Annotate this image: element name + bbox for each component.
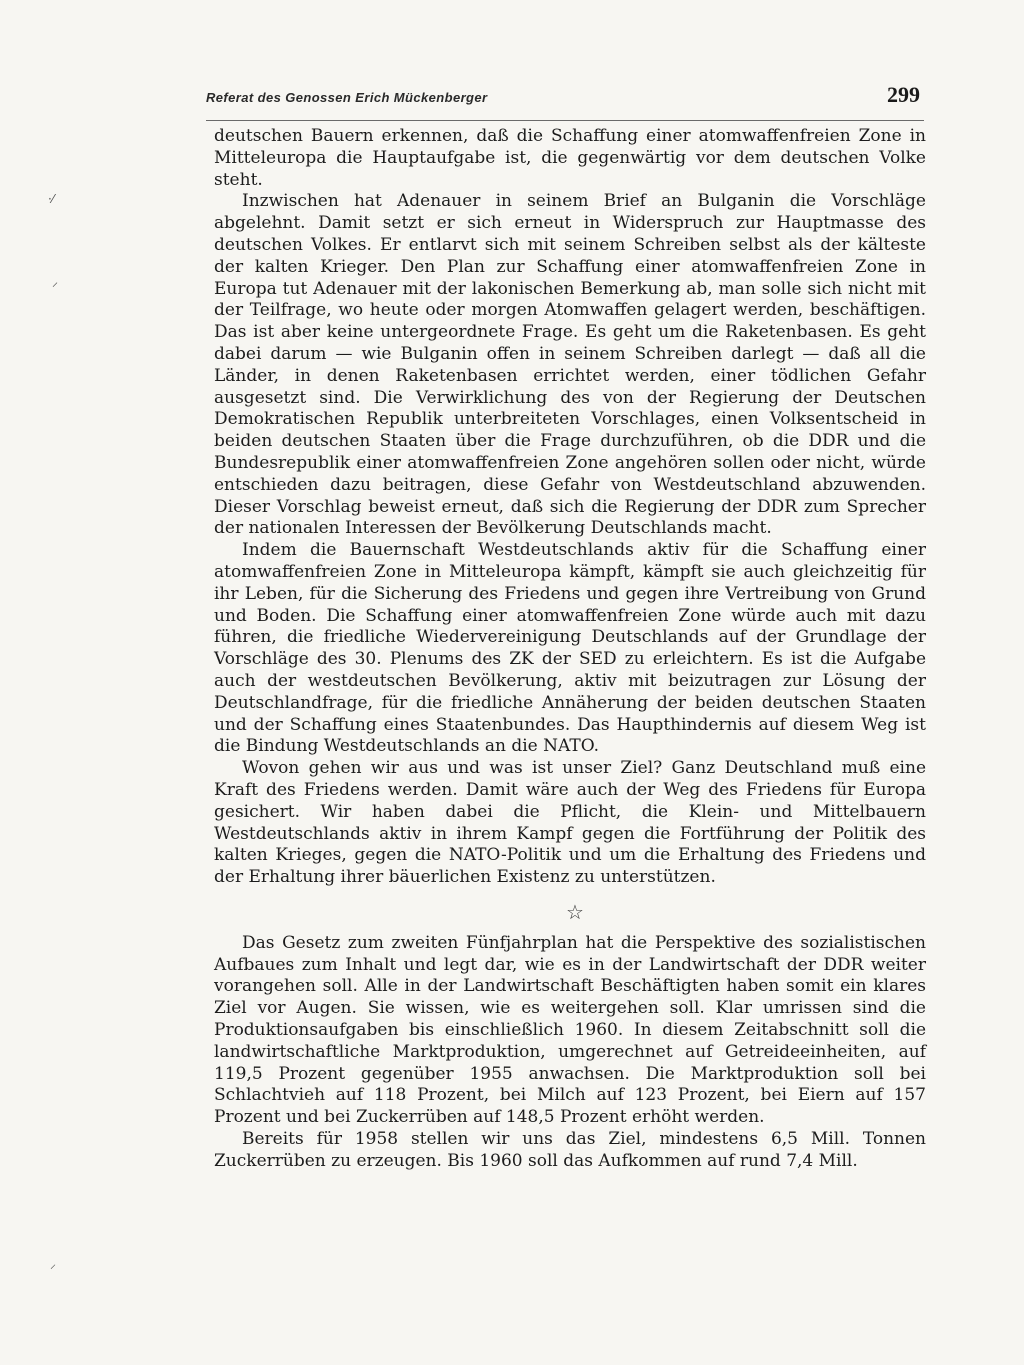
- paragraph: Das Gesetz zum zweiten Fünfjahrplan hat die Perspektive des sozialistischen Aufbaues zum Inhalt und legt dar, wie es in der Landwirtschaft der DDR weiter vorangehen soll. Alle in der Landwirtschaft Beschäftigten haben somit ein klares Ziel vor Augen. Sie wissen, wie es weitergehen soll. Klar umrissen sind die Produktionsaufgaben bis einschließlich 1960. In diesem Zeitabschnitt soll die landwirtschaftliche Marktproduktion, umgerechnet auf Getreideeinheiten, auf 119,5 Prozent gegenüber 1955 anwachsen. Die Marktproduktion soll bei Schlachtvieh auf 118 Prozent, bei Milch auf 123 Prozent, bei Eiern auf 157 Prozent und bei Zuckerrüben auf 148,5 Prozent erhöht werden.: [214, 932, 926, 1128]
- paragraph: Indem die Bauernschaft Westdeutschlands aktiv für die Schaffung einer atomwaffenfreien Zone in Mitteleuropa kämpft, kämpft sie auch gleichzeitig für ihr Leben, für die Sicherung des Friedens und gegen ihre Vertreibung von Grund und Boden. Die Schaffung einer atomwaffenfreien Zone würde auch mit dazu führen, die friedliche Wiedervereinigung Deutschlands auf der Grundlage der Vorschläge des 30. Plenums des ZK der SED zu erleichtern. Es ist die Aufgabe auch der westdeutschen Bevölkerung, aktiv mit beizutragen zur Lösung der Deutschlandfrage, für die friedliche Annäherung der beiden deutschen Staaten und der Schaffung eines Staatenbundes. Das Haupthindernis auf diesem Weg ist die Bindung Westdeutschlands an die NATO.: [214, 540, 926, 757]
- paragraph: Inzwischen hat Adenauer in seinem Brief an Bulganin die Vorschläge abgelehnt. Damit setzt er sich erneut in Widerspruch zur Hauptmasse des deutschen Volkes. Er entlarvt sich mit seinem Schreiben selbst als der kälteste der kalten Krieger. Den Plan zur Schaffung einer atomwaffenfreien Zone in Europa tut Adenauer mit der lakonischen Bemerkung ab, man solle sich nicht mit der Teilfrage, wo heute oder morgen Atomwaffen gelagert werden, beschäftigen. Das ist aber keine untergeordnete Frage. Es geht um die Raketenbasen. Es geht dabei darum — wie Bulganin offen in seinem Schreiben darlegt — daß all die Länder, in denen Raketenbasen errichtet werden, einer tödlichen Gefahr ausgesetzt sind. Die Verwirklichung des von der Regierung der Deutschen Demokratischen Republik unterbreiteten Vorschlages, einen Volksentscheid in beiden deutschen Staaten über die Frage durchzuführen, ob die DDR und die Bundesrepublik einer atomwaffenfreien Zone angehören sollen oder nicht, würde entschieden dazu beitragen, diese Gefahr von Westdeutschland abzuwenden. Dieser Vorschlag beweist erneut, daß sich die Regierung der DDR zum Sprecher der nationalen Interessen der Bevölkerung Deutschlands macht.: [214, 191, 926, 539]
- paragraph: Wovon gehen wir aus und was ist unser Ziel? Ganz Deutschland muß eine Kraft des Friedens werden. Damit wäre auch der Weg des Friedens für Europa gesichert. Wir haben dabei die Pflicht, die Klein- und Mittelbauern Westdeutschlands aktiv in ihrem Kampf gegen die Fortführung der Politik des kalten Krieges, gegen die NATO-Politik und um die Erhaltung des Friedens und der Erhaltung ihrer bäuerlichen Existenz zu unterstützen.: [214, 758, 926, 888]
- page-number: 299: [887, 82, 920, 107]
- body-text: [214, 126, 926, 1173]
- running-head: Referat des Genossen Erich Mückenberger: [206, 90, 488, 105]
- section-divider-star-icon: ☆: [566, 899, 584, 924]
- paragraph: deutschen Bauern erkennen, daß die Schaffung einer atomwaffenfreien Zone in Mitteleuropa die Hauptaufgabe ist, die gegenwärtig vor dem deutschen Volke steht.: [214, 126, 926, 190]
- paragraph: Bereits für 1958 stellen wir uns das Ziel, mindestens 6,5 Mill. Tonnen Zuckerrüben zu erzeugen. Bis 1960 soll das Aufkommen auf rund 7,4 Mill.: [214, 1129, 926, 1171]
- page-header: [206, 80, 924, 121]
- margin-mark: ⸝: [50, 1257, 57, 1271]
- margin-mark: ⸍: [52, 280, 59, 294]
- margin-mark: ·⁄: [48, 192, 54, 206]
